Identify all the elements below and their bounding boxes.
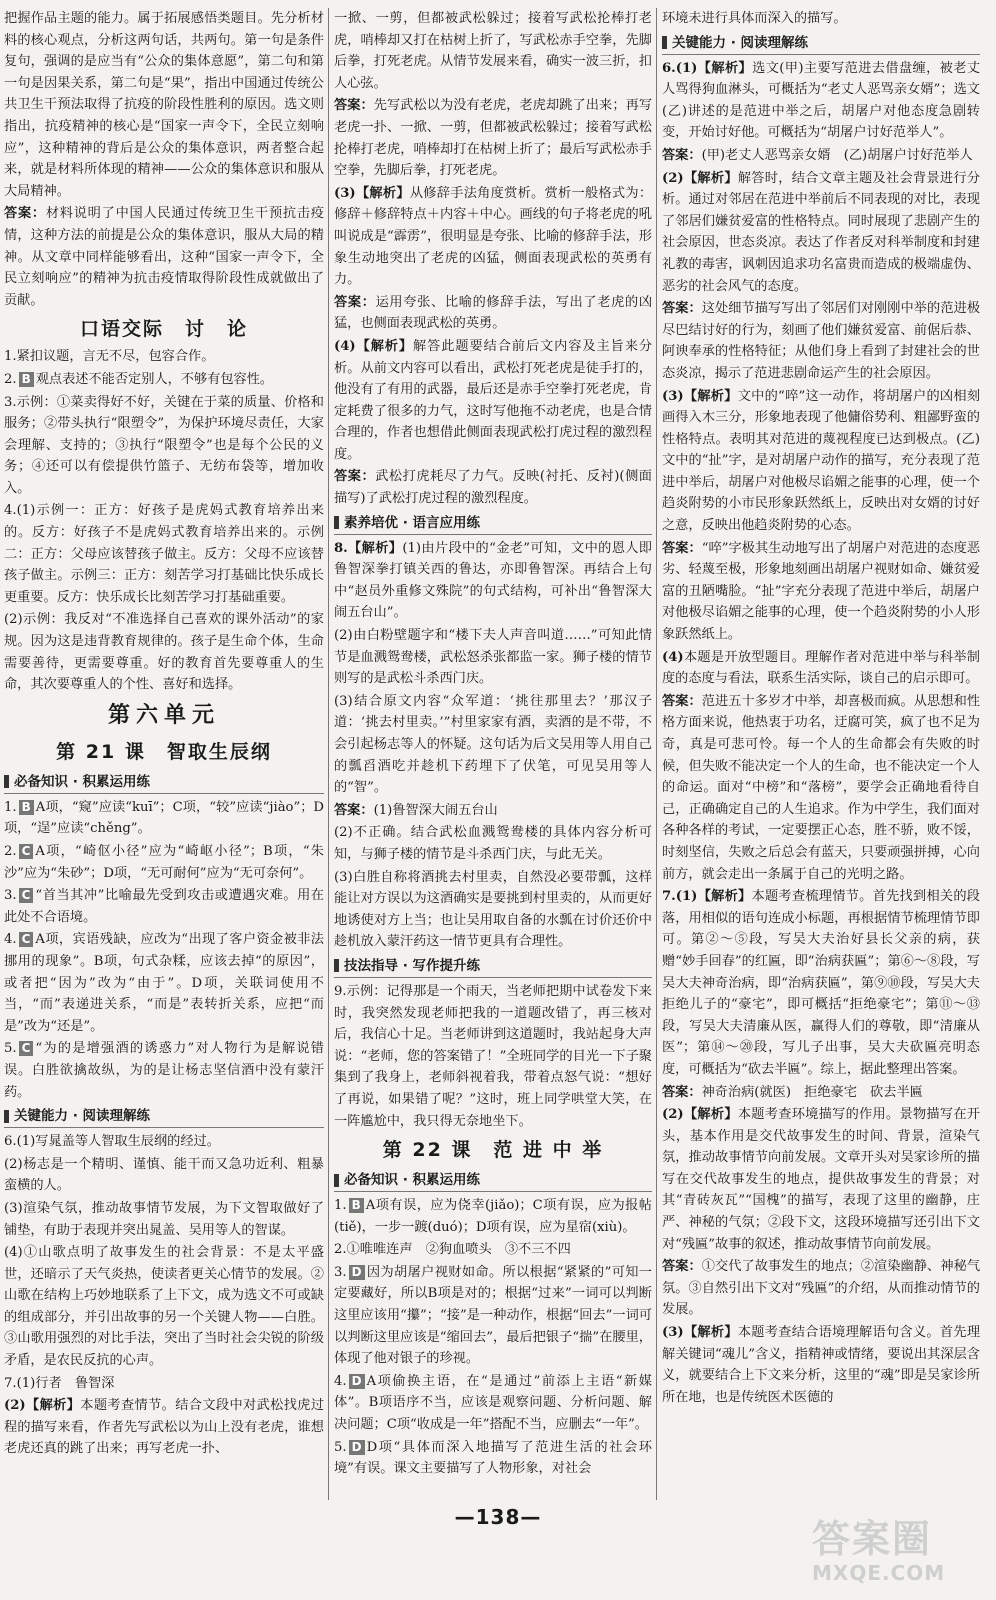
section-header-label: 技法指导 · 写作提升练 [344,957,481,974]
answer-paragraph [4,203,324,311]
question-number: 4. [4,932,17,948]
answer-paragraph [334,800,652,822]
answer-label: 答案： [662,693,702,709]
choice-answer-box: C [19,844,34,859]
section-bar-icon [334,1174,339,1187]
question-number: 2. [4,371,17,387]
paragraph-text: 从修辞手法角度赏析。赏析一般格式为：修辞＋修辞特点＋内容＋中心。画线的句子将老虎的吼叫说成是“霹雳”，很明显是夸张、比喻的修辞手法，形象生动地突出了老虎的凶猛，侧面表现武松的英勇有力。 [334,185,652,288]
paragraph-text: 这处细节描写写出了邻居们对刚刚中举的范进极尽巴结讨好的行为，刻画了他们嫌贫爱富、前倨后恭、阿谀奉承的性格特征；从他们身上看到了封建社会的世态炎凉，揭示了范进悲剧命运产生的社会原因。 [662,301,980,381]
answer-paragraph [334,1371,652,1436]
question-number: 4. [334,1373,347,1389]
answer-label: (4) [662,649,684,665]
answer-label: (3)【解析】 [662,1325,738,1341]
section-header [4,771,324,794]
paragraph-text: A项，“崎伛小径”应为“崎岖小径”；B项，“朱沙”应为“朱砂”；D项，“无可耐何”应为“无可奈何”。 [4,844,324,881]
answer-paragraph [662,886,980,1080]
answer-paragraph [334,336,652,466]
answer-paragraph [334,183,652,291]
answer-paragraph [662,386,980,537]
answer-paragraph [662,1256,980,1321]
paragraph-text: 把握作品主题的能力。属于拓展感悟类题目。先分析材料的核心观点，分析这两句话，共两句。第一句是条件复句，强调的是应当有“公众的集体意愿”，第二句和第一句是因果关系，第二句是“果”，指出中国通过传统公共卫生干预法取得了抗疫的阶段性胜利的原因。选文则指出，抗疫精神的核心是“国家一声令下，全民立刻响应”，这种精神的背后是公众的集体意识，两者整合起来，就是材料所体现的精神——公众的集体意识和服从大局精神。 [4,11,324,199]
answer-paragraph [4,346,324,368]
answer-paragraph [662,1104,980,1255]
answer-paragraph [662,1322,980,1408]
section-bar-icon [4,1110,9,1123]
paragraph-text: 本题考查环境描写的作用。景物描写在开头，基本作用是交代故事发生的时间、背景，渲染气氛，推动故事情节向前发展。文章开头对吴家诊所的描写在交代故事发生的地点，提供故事发生的背景；对其“青砖灰瓦”“国槐”的描写，表现了这里的幽静，庄严、神秘的气氛；②段下文，这段环境描写还引出下文对“残匾”故事的叙述，推动故事情节向前发展。 [662,1107,980,1252]
question-number: 1. [334,1198,347,1214]
answer-label: 答案： [662,301,702,317]
answer-paragraph [4,609,324,695]
section-header [334,512,652,535]
answer-paragraph [334,1437,652,1480]
paragraph-text: (3)白胜自称将酒挑去村里卖，自然没必要带瓢，这样能让对方误以为这酒确实是要挑到村里卖的，从而更好地诱使对方上当；也让吴用取自备的水瓢在讨价还价中趁机放入蒙汗药这一情节更具有合理性。 [334,869,652,950]
answer-paragraph [4,841,324,884]
choice-answer-box: D [349,1265,365,1280]
choice-answer-box: C [19,932,34,947]
answer-paragraph [4,885,324,928]
answer-paragraph [662,298,980,384]
answer-paragraph [334,466,652,509]
paragraph-text: 7.(1)行者 鲁智深 [4,1375,115,1391]
paragraph-text: 观点表述不能否定别人，不够有包容性。 [35,371,274,387]
question-number: 3. [4,888,17,904]
paragraph-text: “为的是增强酒的诱惑力”对人物行为是解说错误。白胜欲擒故纵，为的是让杨志坚信酒中没有蒙汗药。 [4,1041,324,1100]
watermark-logo-text: 答案圈 [812,1517,933,1561]
answer-label: 答案： [334,802,374,818]
paragraph-text: 因为胡屠户视财如命。所以根据“紧紧的”可知一定要藏好，所以B项是对的；根据“过来”一词可以判断这里应该用“攥”；“接”是一种动作，根据“回去”一词可以判断这里应该是“缩回去”，最后把银子“揣”在腰里，体现了他对银子的珍视。 [334,1264,652,1367]
section-bar-icon [4,775,9,788]
section-header [4,1105,324,1128]
choice-answer-box: D [349,1374,365,1389]
paragraph-text: 3.示例：①菜卖得好不好，关键在于菜的质量、价格和服务；②带头执行“限塑令”，为保护环境尽责任，大家会理解、支持的；③执行“限塑令”也是每个公民的义务；④还可以有偿提供竹篮子、无纺布袋等，增加收入。 [4,394,324,496]
answer-label: 答案： [662,147,702,163]
lesson-title: 第 22 课 范 进 中 举 [382,1139,604,1162]
answer-label: 答案： [662,1084,702,1100]
answer-paragraph [4,1198,324,1241]
paragraph-text: 一掀、一剪，但都被武松躲过；接着写武松抡棒打老虎，哨棒却又打在枯树上折了，写武松赤手空拳，先脚后拳，打死老虎。从情节发展来看，确实一波三折，扣人心弦。 [334,11,652,91]
paragraph-text: 范进五十多岁才中举，却喜极而疯。从思想和性格方面来说，他热衷于功名，迂腐可笑，疯了也不足为奇，真是可悲可怜。每一个人的生命都会有失败的时候，但失败不能决定一个人的生命，也不能决定一个人的命运。面对“中榜”和“落榜”，要学会正确地看待自己，正确确定自己的人生追求。作为中学生，我们面对各种各样的考试，一定要摆正心态，胜不骄，败不馁，时刻坚信，失败之后总会有蓝天，只要顽强拼搏，心向前方，就会走出一条属于自己的光明之路。 [662,693,980,882]
section-header-label: 素养培优 · 语言应用练 [344,514,481,531]
answer-paragraph [4,1395,324,1460]
answer-paragraph [662,647,980,690]
paragraph-text: (2)示例：我反对“不准选择自己喜欢的课外活动”的家规。因为这是违背教育规律的。孩子是生命个体，生命需要善待，更需要尊重。好的教育首先要尊重人的生命，其次要尊重人的个性、喜好和选择。 [4,612,324,693]
paragraph-text: (1)由片段中的“金老”可知，文中的恩人即鲁智深拳打镇关西的鲁达，亦即鲁智深。再结合上句中“赵员外重修文殊院”的句式结构，可补出“鲁智深大闹五台山”。 [334,540,652,621]
paragraph-text: 环境未进行具体而深入的描写。 [662,11,847,26]
paragraph-text: 武松打虎耗尽了力气。反映(衬托、反衬)(侧面描写)了武松打虎过程的激烈程度。 [334,469,652,507]
paragraph-text: 选文(甲)主要写范进去借盘缠，被老丈人骂得狗血淋头，可概括为“老丈人恶骂亲女婿”；选文(乙)讲述的是范进中举之后，胡屠户对他态度急剧转变，开始讨好他。可概括为“胡屠户讨好范举人”。 [662,60,980,141]
paragraph-text: (3)渲染气氛，推动故事情节发展，为下文智取做好了铺垫，有助于表现并突出晁盖、吴用等人的智谋。 [4,1200,324,1238]
question-number: 5. [4,1041,17,1057]
answer-paragraph [334,292,652,335]
answer-paragraph [4,369,324,391]
answer-label: 答案： [4,206,46,222]
answer-label: 7.(1)【解析】 [662,889,752,905]
question-number: 1. [4,799,17,815]
choice-answer-box: B [19,372,34,387]
answer-paragraph [4,1131,324,1153]
answer-paragraph [334,8,652,94]
choice-answer-box: C [19,1041,34,1056]
paragraph-text: 解答时，结合文章主题及社会背景进行分析。通过对邻居在范进中举前后不同表现的对比，表现了邻居们嫌贫爱富的性格特点。同时展现了悲剧产生的社会原因，世态炎凉。表达了作者反对科举制度和封建礼教的毒害，讽刺因追求功名富贵而造成的极端虚伪、恶劣的社会风气的态度。 [662,170,980,294]
paragraph-text: (2)由白粉壁题字和“楼下夫人声音叫道……”可知此情节是血溅鸳鸯楼，武松怒杀张都监一家。狮子楼的情节则写的是武松斗杀西门庆。 [334,628,652,687]
paragraph-text: (4)①山歌点明了故事发生的社会背景：不是太平盛世，还暗示了天气炎热，使读者更关心情节的发展。②山歌在结构上巧妙地联系了上下文，成为选文不可或缺的组成部分，并引出故事的另一个关键人物——白胜。③山歌用强烈的对比手法，突出了当时社会尖锐的阶级矛盾，是农民反抗的心声。 [4,1245,324,1369]
unit-title: 第六单元 [107,702,220,728]
paragraph-text: A项，宾语残缺，应改为“出现了客户资金被非法挪用的现象”。B项，句式杂糅，应该去掉“的原因”，或者把“因为”改为“由于”。D项，关联词使用不当，“而”表递进关系，“而是”表转折关系，应把“而是”改为“还是”。 [4,932,324,1034]
paragraph-text: “啐”字极其生动地写出了胡屠户对范进的态度恶劣、轻蔑至极，形象地刻画出胡屠户视财如命、嫌贫爱富的丑陋嘴脸。“扯”字充分表现了范进中举后，胡屠户对他极尽谄媚之能事的心理，使一个趋炎附势的小人形象跃然纸上。 [662,540,980,643]
paragraph-text: 6.(1)写晁盖等人智取生辰纲的经过。 [4,1134,220,1150]
choice-answer-box: B [349,1198,364,1213]
paragraph-text: 本题是开放型题目。理解作者对范进中举与科举制度的态度与看法，联系生活实际，谈自己的启示即可。 [662,649,980,687]
answer-paragraph [4,1038,324,1103]
answer-paragraph [334,691,652,799]
paragraph-text: 先写武松以为没有老虎，老虎却跳了出来；再写老虎一扑、一掀、一剪，但都被武松躲过；接着写武松抡棒打老虎，哨棒却打在枯树上折了；最后写武松赤手空拳，先脚后拳，打死老虎。 [334,98,652,179]
answer-paragraph [4,1242,324,1372]
answer-paragraph [334,867,652,953]
answer-paragraph [334,95,652,181]
question-number: 5. [334,1439,347,1455]
paragraph-text: D项“具体而深入地描写了范进生活的社会环境”有误。课文主要描写了人物形象，对社会 [334,1439,652,1477]
paragraph-text: 本题考查结合语境理解语句含义。首先理解关键词“魂儿”含义，指精神或情绪，要说出其深层含义，就要结合上下文来分析，这里的“魂”即是吴家诊所所在地，也是传统医术医德的 [662,1325,980,1405]
answer-label: (2)【解析】 [662,1107,738,1123]
section-header-label: 关键能力 · 阅读理解练 [672,34,809,51]
section-header [334,955,652,978]
section-bar-icon [334,959,339,972]
answer-paragraph [4,392,324,500]
answer-label: (3)【解析】 [334,185,410,201]
paragraph-text: A项，“窥”应读“kuī”；C项，“较”应读“jiào”；D项，“逞”应读“chěng”。 [4,799,324,837]
answer-paragraph [4,1154,324,1197]
answer-label: 8.【解析】 [334,540,403,556]
paragraph-text: A项有误，应为侥幸(jiǎo)；C项有误，应为报帖(tiě)，一步一踱(duó)；D项有误，应为星宿(xiù)。 [334,1198,652,1235]
answer-paragraph [334,1262,652,1370]
answer-label: (4)【解析】 [334,338,414,354]
answer-paragraph [334,822,652,865]
paragraph-text: 2.①唯唯连声 ②狗血喷头 ③不三不四 [334,1242,571,1258]
answer-paragraph [334,538,652,624]
answer-paragraph [4,929,324,1037]
paragraph-text: 1.紧扣议题，言无不尽，包容合作。 [4,349,215,365]
paragraph-text: 材料说明了中国人民通过传统卫生干预抗击疫情，这种方法的前提是公众的集体意识，服从大局的精神。从文章中同样能够看出，这种“国家一声令下，全民立刻响应”的精神为抗击疫情取得阶段性成就做出了贡献。 [4,206,324,308]
paragraph-text: “首当其冲”比喻最先受到攻击或遭遇灾难。用在此处不合语境。 [4,888,324,925]
column-divider [328,8,329,1500]
paragraph-text: A项偷换主语，在“是通过”前添上主语“新媒体”。B项语序不当，应该是观察问题、分析问题、解决问题；C项“收成是一年”搭配不当，应删去“一年”。 [334,1373,652,1433]
answer-paragraph [4,500,324,608]
watermark-url: MXQE.COM [812,1561,946,1585]
column-left [4,8,324,1500]
choice-answer-box: D [349,1440,365,1455]
answer-paragraph [334,981,652,1132]
paragraph-text: 4.(1)示例一：正方：好孩子是虎妈式教育培养出来的。反方：好孩子不是虎妈式教育培养出来的。示例二：正方：父母应该替孩子做主。反方：父母不应该替孩子做主。示例三：正方：刻苦学习打基础比快乐成长更重要。反方：快乐成长比刻苦学习打基础重要。 [4,503,324,605]
section-header-label: 必备知识 · 积累运用练 [344,1172,481,1189]
answer-paragraph [662,1082,980,1104]
paragraph-text: 神奇治病(就医) 拒绝豪宅 砍去半匾 [701,1084,923,1100]
answer-label: (2)【解析】 [662,170,738,186]
section-header [334,1169,652,1192]
answer-label: 答案： [662,1259,702,1275]
answer-label: (2)【解析】 [4,1398,81,1414]
answer-label: 答案： [334,469,376,485]
section-header-label: 必备知识 · 积累运用练 [14,773,151,790]
answer-paragraph [662,145,980,167]
section-bar-icon [662,36,667,49]
answer-label: 6.(1)【解析】 [662,60,753,76]
answer-paragraph [662,8,980,30]
paragraph-text: 本题考查情节。结合文段中对武松找虎过程的描写来看，作者先写武松以为山上没有老虎，谁想老虎还真的跳了出来；再写老虎一扑、 [4,1398,324,1457]
question-number: 2. [4,844,17,859]
answer-label: 答案： [662,540,702,556]
page-number: —138— [454,1505,542,1529]
answer-paragraph [334,625,652,690]
section-header [662,32,980,55]
paragraph-text: 解答此题要结合前后文内容及主旨来分析。从前文内容可以看出，武松打死老虎是徒手打的，他没有了有用的武器，最后还是赤手空拳打死老虎，肯定耗费了很多的力气，这时写他拖不动老虎，也是合情合理的，作者也想借此侧面表现武松打虎过程的激烈程度。 [334,338,652,462]
paragraph-text: 本题考查梳理情节。首先找到相关的段落，用相似的语句连成小标题，再根据情节梳理情节即可。第②～⑤段，写吴大夫治好县长父亲的病，获赠“妙手回春”的红匾，即“治病获匾”；第⑥～⑧段，写吴大夫神奇治病，即“治病获匾”，第⑨⑩段，写吴大夫拒绝儿子的“豪宅”，即可概括“拒绝豪宅”；第⑪～⑬段，写吴大夫清廉从医，赢得人们的尊敬，即“清廉从医”；第⑭～⑳段，写儿子出事，吴大夫砍匾亮明态度，可概括为“砍去半匾”。综上，据此整理出答案。 [662,889,980,1077]
question-number: 3. [334,1264,347,1280]
section-header-label: 关键能力 · 阅读理解练 [14,1108,151,1125]
paragraph-text: 文中的“啐”这一动作，将胡屠户的凶相刻画得入木三分，形象地表现了他傭俗势利、粗鄙野蛮的性格特点。表明其对范进的蔑视程度已达到极点。(乙)文中的“扯”字，是对胡屠户动作的描写，充分表现了范进中举后，胡屠户对他极尽谄媚之能事的心理，使一个趋炎附势的小市民形象跃然纸上，反映出对女婿的讨好之意，反映出他趋炎附势的心态。 [662,388,980,534]
answer-label: (3)【解析】 [662,388,738,404]
lesson-title: 口语交际 讨 论 [79,318,248,341]
column-divider [656,8,657,1500]
answer-paragraph [662,538,980,646]
paragraph-text: (甲)老丈人恶骂亲女婿 (乙)胡屠户讨好范举人 [701,147,973,163]
paragraph-text: ①交代了故事发生的地点；②渲染幽静、神秘气氛。③自然引出下文对“残匾”的介绍，从而推动情节的发展。 [662,1259,980,1318]
section-bar-icon [334,516,339,529]
answer-paragraph [662,168,980,298]
paragraph-text: (2)不正确。结合武松血溅鸳鸯楼的具体内容分析可知，与狮子楼的情节是斗杀西门庆，与此无关。 [334,825,652,862]
answer-paragraph [662,691,980,885]
answer-paragraph [334,1239,652,1261]
watermark-logo [812,1518,984,1594]
paragraph-text: (3)结合原文内容“众军道：‘挑往那里去？’那汉子道：‘挑去村里卖。’”村里家家有酒，卖酒的是不带，不会引起杨志等人的怀疑。这句话为后文吴用等人用自己的瓢舀酒吃并趁机下药埋下了伏笔，可见吴用等人的“智”。 [334,693,652,796]
answer-label: 答案： [334,98,374,114]
answer-paragraph [662,58,980,144]
answer-paragraph [4,797,324,840]
answer-label: 答案： [334,294,376,310]
answer-paragraph [4,1373,324,1395]
paragraph-text: 运用夸张、比喻的修辞手法，写出了老虎的凶猛，也侧面表现武松的英勇。 [334,294,652,332]
choice-answer-box: C [19,888,34,903]
choice-answer-box: B [19,800,34,815]
paragraph-text: 9.示例：记得那是一个雨天，当老师把期中试卷发下来时，我突然发现老师把我的一道题改错了，再三核对后，我信心十足。当老师讲到这道题时，我站起身大声说：“老师，您的答案错了！”全班同学的目光一下子聚集到了我身上，老师斜视着我，带着点怒气说：“想好了再说，如果错了呢？”这时，班上同学哄堂大笑，在一阵尴尬中，我只得无奈地坐下。 [334,983,652,1129]
column-right [662,8,980,1500]
answer-paragraph [334,1195,652,1238]
lesson-title: 第 21 课 智取生辰纲 [56,740,272,763]
paragraph-text: (2)杨志是一个精明、谨慎、能干而又急功近利、粗暴蛮横的人。 [4,1156,324,1194]
paragraph-text: (1)鲁智深大闹五台山 [373,802,498,818]
answer-paragraph [4,8,324,202]
column-middle [334,8,652,1500]
